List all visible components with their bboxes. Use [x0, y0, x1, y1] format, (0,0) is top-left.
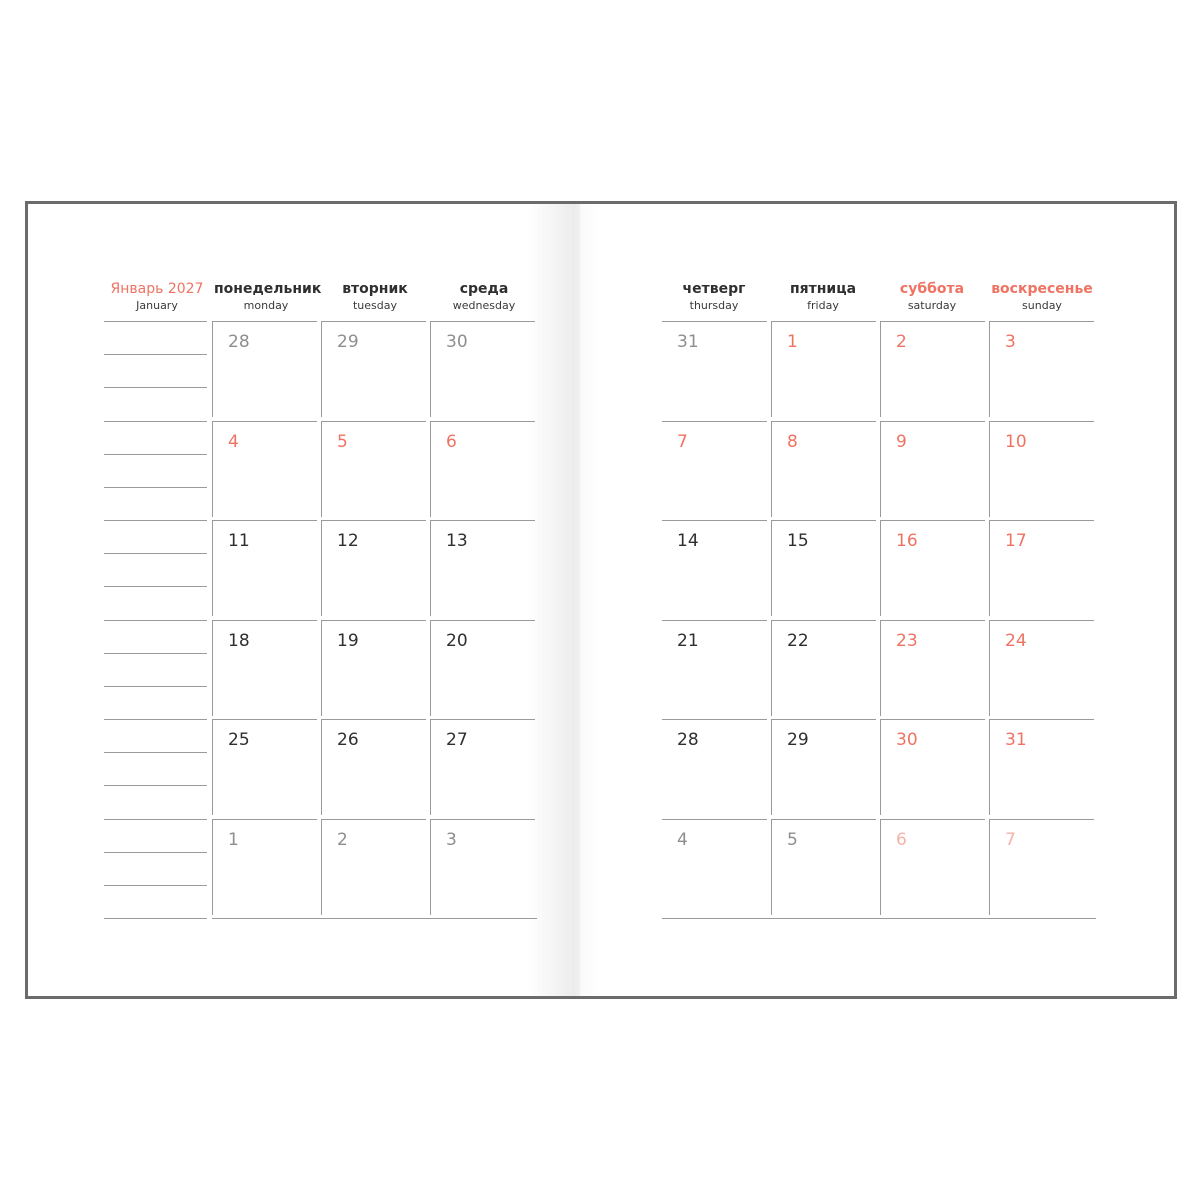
day-number: 29 — [337, 332, 359, 352]
day-cell-tuesday[interactable] — [321, 421, 426, 517]
day-number: 17 — [1005, 531, 1027, 552]
note-line — [104, 421, 207, 422]
day-cell-thursday[interactable] — [662, 719, 767, 815]
weekday-header-saturday — [880, 280, 984, 313]
grid-bottom-line — [662, 918, 1096, 919]
note-line — [104, 454, 207, 455]
day-number: 28 — [677, 730, 699, 751]
left-page — [104, 204, 544, 996]
day-number: 9 — [896, 431, 907, 452]
day-cell-friday[interactable] — [771, 719, 876, 815]
note-line — [104, 321, 207, 322]
day-number: 14 — [677, 531, 699, 552]
day-cell-monday[interactable] — [212, 819, 317, 915]
day-number: 8 — [787, 431, 798, 452]
planner-spread — [25, 201, 1177, 999]
day-number: 24 — [1005, 630, 1027, 651]
day-cell-thursday[interactable] — [662, 421, 767, 517]
weekday-en: thursday — [689, 299, 739, 312]
day-cell-monday[interactable] — [212, 520, 317, 616]
day-number: 3 — [1005, 332, 1016, 352]
day-number: 5 — [337, 431, 348, 452]
day-cell-friday[interactable] — [771, 819, 876, 915]
right-page — [662, 204, 1102, 996]
day-cell-wednesday[interactable] — [430, 421, 535, 517]
day-cell-sunday[interactable] — [989, 421, 1094, 517]
weekday-header-tuesday — [323, 280, 427, 313]
day-number: 13 — [446, 531, 468, 552]
day-cell-sunday[interactable] — [989, 321, 1094, 417]
day-cell-wednesday[interactable] — [430, 620, 535, 716]
day-number: 31 — [1005, 730, 1027, 751]
note-line — [104, 354, 207, 355]
grid-bottom-line — [212, 918, 537, 919]
day-cell-tuesday[interactable] — [321, 520, 426, 616]
day-cell-saturday[interactable] — [880, 719, 985, 815]
day-number: 6 — [446, 431, 457, 452]
day-cell-wednesday[interactable] — [430, 321, 535, 417]
weekday-ru: понедельник — [214, 281, 322, 297]
note-line — [104, 487, 207, 488]
day-cell-tuesday[interactable] — [321, 719, 426, 815]
note-line — [104, 653, 207, 654]
day-number: 28 — [228, 332, 250, 352]
day-cell-saturday[interactable] — [880, 819, 985, 915]
note-line — [104, 520, 207, 521]
note-line — [104, 686, 207, 687]
day-number: 21 — [677, 630, 699, 651]
weekday-ru: суббота — [899, 281, 965, 297]
day-cell-saturday[interactable] — [880, 421, 985, 517]
weekday-ru: воскресенье — [991, 281, 1093, 297]
day-number: 25 — [228, 730, 250, 751]
day-number: 29 — [787, 730, 809, 751]
day-cell-friday[interactable] — [771, 620, 876, 716]
day-number: 20 — [446, 630, 468, 651]
day-cell-sunday[interactable] — [989, 819, 1094, 915]
day-number: 6 — [896, 830, 907, 850]
weekday-en: saturday — [907, 299, 957, 312]
day-number: 4 — [228, 431, 239, 452]
weekday-ru: среда — [459, 281, 509, 297]
day-number: 10 — [1005, 431, 1027, 452]
day-cell-saturday[interactable] — [880, 520, 985, 616]
day-cell-thursday[interactable] — [662, 520, 767, 616]
day-cell-saturday[interactable] — [880, 321, 985, 417]
note-line — [104, 586, 207, 587]
weekday-header-wednesday — [432, 280, 536, 313]
weekday-ru: вторник — [342, 281, 408, 297]
day-number: 30 — [896, 730, 918, 751]
day-number: 30 — [446, 332, 468, 352]
day-number: 22 — [787, 630, 809, 651]
day-cell-thursday[interactable] — [662, 321, 767, 417]
note-line — [104, 553, 207, 554]
day-cell-tuesday[interactable] — [321, 620, 426, 716]
day-number: 12 — [337, 531, 359, 552]
note-line — [104, 387, 207, 388]
day-cell-monday[interactable] — [212, 421, 317, 517]
day-number: 3 — [446, 830, 457, 850]
note-line — [104, 620, 207, 621]
day-cell-tuesday[interactable] — [321, 819, 426, 915]
weekday-en: wednesday — [452, 299, 516, 312]
note-line — [104, 819, 207, 820]
note-line — [104, 785, 207, 786]
day-number: 2 — [896, 332, 907, 352]
month-subtitle: January — [136, 299, 178, 312]
day-number: 18 — [228, 630, 250, 651]
weekday-header-friday — [771, 280, 875, 313]
day-number: 1 — [787, 332, 798, 352]
day-cell-wednesday[interactable] — [430, 520, 535, 616]
day-cell-thursday[interactable] — [662, 620, 767, 716]
note-line — [104, 852, 207, 853]
day-number: 31 — [677, 332, 699, 352]
day-number: 1 — [228, 830, 239, 850]
weekday-en: friday — [807, 299, 839, 312]
month-title: Январь 2027 — [110, 281, 204, 297]
day-cell-friday[interactable] — [771, 421, 876, 517]
day-cell-friday[interactable] — [771, 321, 876, 417]
day-cell-tuesday[interactable] — [321, 321, 426, 417]
weekday-en: tuesday — [352, 299, 398, 312]
day-cell-thursday[interactable] — [662, 819, 767, 915]
day-number: 7 — [1005, 830, 1016, 850]
day-number: 5 — [787, 830, 798, 850]
day-number: 16 — [896, 531, 918, 552]
weekday-ru: пятница — [789, 281, 857, 297]
day-number: 27 — [446, 730, 468, 751]
day-cell-sunday[interactable] — [989, 719, 1094, 815]
day-cell-wednesday[interactable] — [430, 719, 535, 815]
note-line — [104, 918, 207, 919]
day-cell-monday[interactable] — [212, 321, 317, 417]
day-number: 11 — [228, 531, 250, 552]
day-number: 2 — [337, 830, 348, 850]
day-cell-monday[interactable] — [212, 719, 317, 815]
note-line — [104, 885, 207, 886]
weekday-header-thursday — [662, 280, 766, 313]
month-header — [102, 280, 212, 313]
weekday-header-monday — [214, 280, 322, 313]
day-cell-monday[interactable] — [212, 620, 317, 716]
day-number: 7 — [677, 431, 688, 452]
day-cell-sunday[interactable] — [989, 620, 1094, 716]
note-line — [104, 719, 207, 720]
day-cell-saturday[interactable] — [880, 620, 985, 716]
weekday-header-sunday — [989, 280, 1095, 313]
day-cell-sunday[interactable] — [989, 520, 1094, 616]
note-line — [104, 752, 207, 753]
day-number: 4 — [677, 830, 688, 850]
day-number: 19 — [337, 630, 359, 651]
day-number: 23 — [896, 630, 918, 651]
day-number: 15 — [787, 531, 809, 552]
weekday-ru: четверг — [682, 281, 746, 297]
day-cell-friday[interactable] — [771, 520, 876, 616]
weekday-en: sunday — [1022, 299, 1062, 312]
weekday-en: monday — [243, 299, 289, 312]
day-number: 26 — [337, 730, 359, 751]
day-cell-wednesday[interactable] — [430, 819, 535, 915]
